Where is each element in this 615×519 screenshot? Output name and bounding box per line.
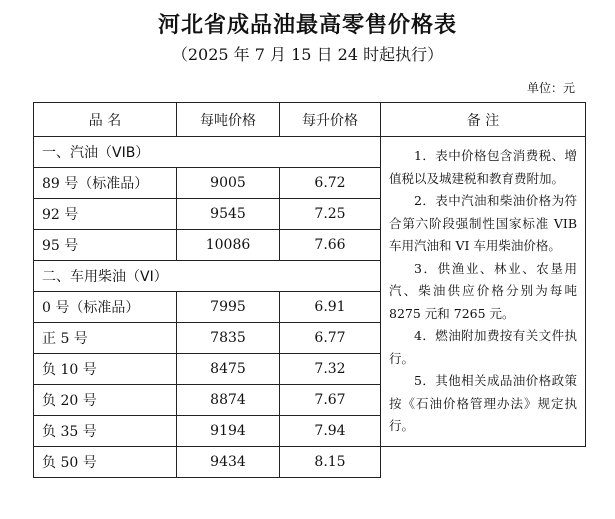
effective-date-subtitle: （2025 年 7 月 15 日 24 时起执行）: [171, 45, 444, 64]
product-name: 负 35 号: [34, 416, 177, 447]
product-name: 95 号: [34, 230, 177, 261]
price-per-ton: 9545: [177, 199, 280, 230]
unit-label: 单位：元: [526, 81, 575, 95]
price-per-liter: 6.72: [280, 168, 381, 199]
price-per-ton: 7995: [177, 292, 280, 323]
notes-cell: [381, 137, 586, 447]
price-per-ton: 10086: [177, 230, 280, 261]
header-notes: 备 注: [381, 103, 586, 137]
section-label-diesel: 二、车用柴油（VI）: [34, 261, 381, 292]
product-name: 负 20 号: [34, 385, 177, 416]
section-row-gasoline: [34, 137, 586, 168]
price-per-liter: 8.15: [280, 447, 381, 478]
price-per-liter: 7.67: [280, 385, 381, 416]
product-name: 0 号（标准品）: [34, 292, 177, 323]
price-per-liter: 6.77: [280, 323, 381, 354]
price-per-ton: 7835: [177, 323, 280, 354]
price-per-ton: 8475: [177, 354, 280, 385]
price-per-ton: 9194: [177, 416, 280, 447]
note-item: 4．燃油附加费按有关文件执行。: [389, 328, 577, 366]
note-item: 3．供渔业、林业、农垦用汽、柴油供应价格分别为每吨 8275 元和 7265 元。: [389, 260, 577, 321]
header-per-ton: 每吨价格: [177, 103, 280, 137]
product-name: 负 50 号: [34, 447, 177, 478]
note-item: 5．其他相关成品油价格政策按《石油价格管理办法》规定执行。: [389, 373, 577, 434]
price-per-liter: 6.91: [280, 292, 381, 323]
price-per-ton: 9005: [177, 168, 280, 199]
price-per-liter: 7.25: [280, 199, 381, 230]
product-name: 89 号（标准品）: [34, 168, 177, 199]
product-name: 正 5 号: [34, 323, 177, 354]
table-row: [34, 447, 586, 478]
header-per-liter: 每升价格: [280, 103, 381, 137]
page-title: 河北省成品油最高零售价格表: [157, 12, 457, 38]
product-name: 负 10 号: [34, 354, 177, 385]
section-label-gasoline: 一、汽油（VIB）: [34, 137, 381, 168]
table-header-row: [34, 103, 586, 137]
product-name: 92 号: [34, 199, 177, 230]
price-per-liter: 7.32: [280, 354, 381, 385]
price-per-ton: 9434: [177, 447, 280, 478]
price-table: [33, 102, 586, 478]
price-per-ton: 8874: [177, 385, 280, 416]
price-per-liter: 7.66: [280, 230, 381, 261]
note-item: 2．表中汽油和柴油价格为符合第六阶段强制性国家标准 VIB 车用汽油和 VI 车用柴油价格。: [389, 193, 577, 254]
header-name: 品 名: [34, 103, 177, 137]
note-item: 1．表中价格包含消费税、增值税以及城建税和教育费附加。: [389, 148, 577, 186]
price-per-liter: 7.94: [280, 416, 381, 447]
